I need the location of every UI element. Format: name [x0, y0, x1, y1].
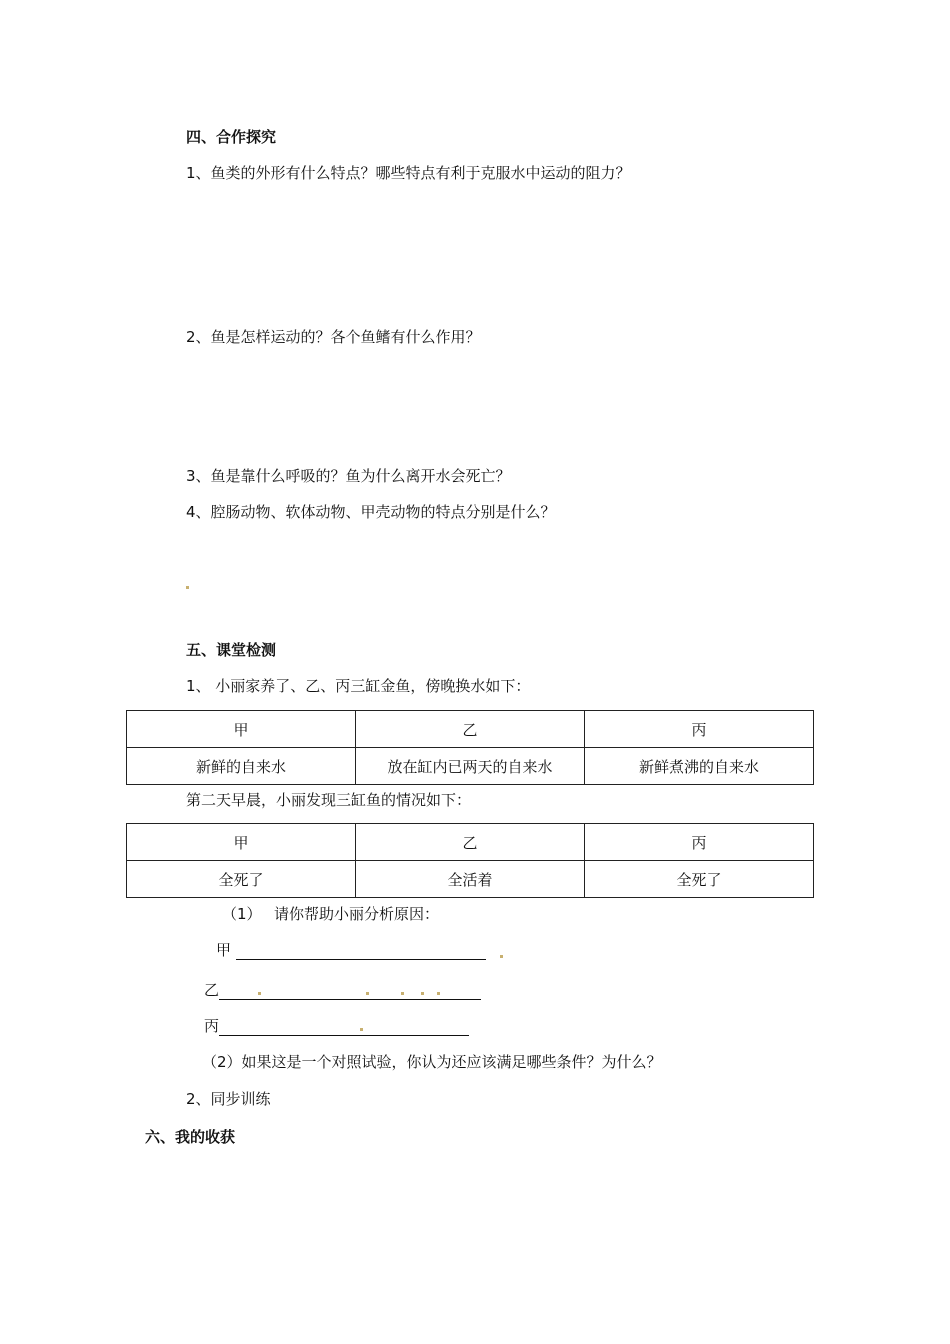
- test-question-2: 2、同步训练: [186, 1090, 271, 1108]
- sub-question-1-number: （1）: [222, 905, 262, 923]
- stray-mark: [500, 955, 503, 958]
- section-heading-6: 六、我的收获: [145, 1128, 236, 1146]
- water-change-table: [126, 710, 814, 785]
- stray-mark: [421, 992, 424, 995]
- stray-mark: [186, 586, 189, 589]
- section-heading-4: 四、合作探究: [186, 128, 277, 146]
- table-cell: 新鲜煮沸的自来水: [585, 748, 814, 785]
- stray-mark: [401, 992, 404, 995]
- answer-label: 甲: [216, 941, 232, 959]
- answer-line-c[interactable]: [204, 1016, 469, 1036]
- question-3: 3、鱼是靠什么呼吸的？鱼为什么离开水会死亡？: [186, 467, 511, 485]
- question-1: 1、鱼类的外形有什么特点？哪些特点有利于克服水中运动的阻力？: [186, 164, 631, 182]
- table-row: [127, 711, 814, 748]
- table-cell: 全死了: [127, 861, 356, 898]
- answer-blank[interactable]: [219, 1019, 469, 1036]
- table-row: [127, 748, 814, 785]
- sub-question-2: （2）如果这是一个对照试验，你认为还应该满足哪些条件？为什么？: [202, 1053, 662, 1071]
- answer-label: 乙: [204, 981, 220, 999]
- table-header-cell: 乙: [356, 824, 585, 861]
- table-header-cell: 乙: [356, 711, 585, 748]
- question-4: 4、腔肠动物、软体动物、甲壳动物的特点分别是什么？: [186, 503, 556, 521]
- table-cell: 全活着: [356, 861, 585, 898]
- answer-line-b[interactable]: [204, 980, 481, 1000]
- table-cell: 放在缸内已两天的自来水: [356, 748, 585, 785]
- stray-mark: [360, 1028, 363, 1031]
- table-row: [127, 824, 814, 861]
- table-cell: 新鲜的自来水: [127, 748, 356, 785]
- next-morning-text: 第二天早晨，小丽发现三缸鱼的情况如下：: [186, 791, 472, 809]
- table-header-cell: 甲: [127, 711, 356, 748]
- fish-result-table: [126, 823, 814, 898]
- table-header-cell: 甲: [127, 824, 356, 861]
- answer-label: 丙: [204, 1017, 220, 1035]
- table-cell: 全死了: [585, 861, 814, 898]
- sub-question-1-text: 请你帮助小丽分析原因：: [274, 905, 440, 923]
- stray-mark: [258, 992, 261, 995]
- answer-blank[interactable]: [236, 943, 486, 960]
- table-header-cell: 丙: [585, 824, 814, 861]
- question-2: 2、鱼是怎样运动的？各个鱼鳍有什么作用？: [186, 328, 481, 346]
- stray-mark: [366, 992, 369, 995]
- table-row: [127, 861, 814, 898]
- table-header-cell: 丙: [585, 711, 814, 748]
- section-heading-5: 五、课堂检测: [186, 641, 277, 659]
- stray-mark: [437, 992, 440, 995]
- answer-line-a[interactable]: [216, 940, 486, 960]
- test-question-1-intro: 1、 小丽家养了、乙、丙三缸金鱼，傍晚换水如下：: [186, 677, 531, 695]
